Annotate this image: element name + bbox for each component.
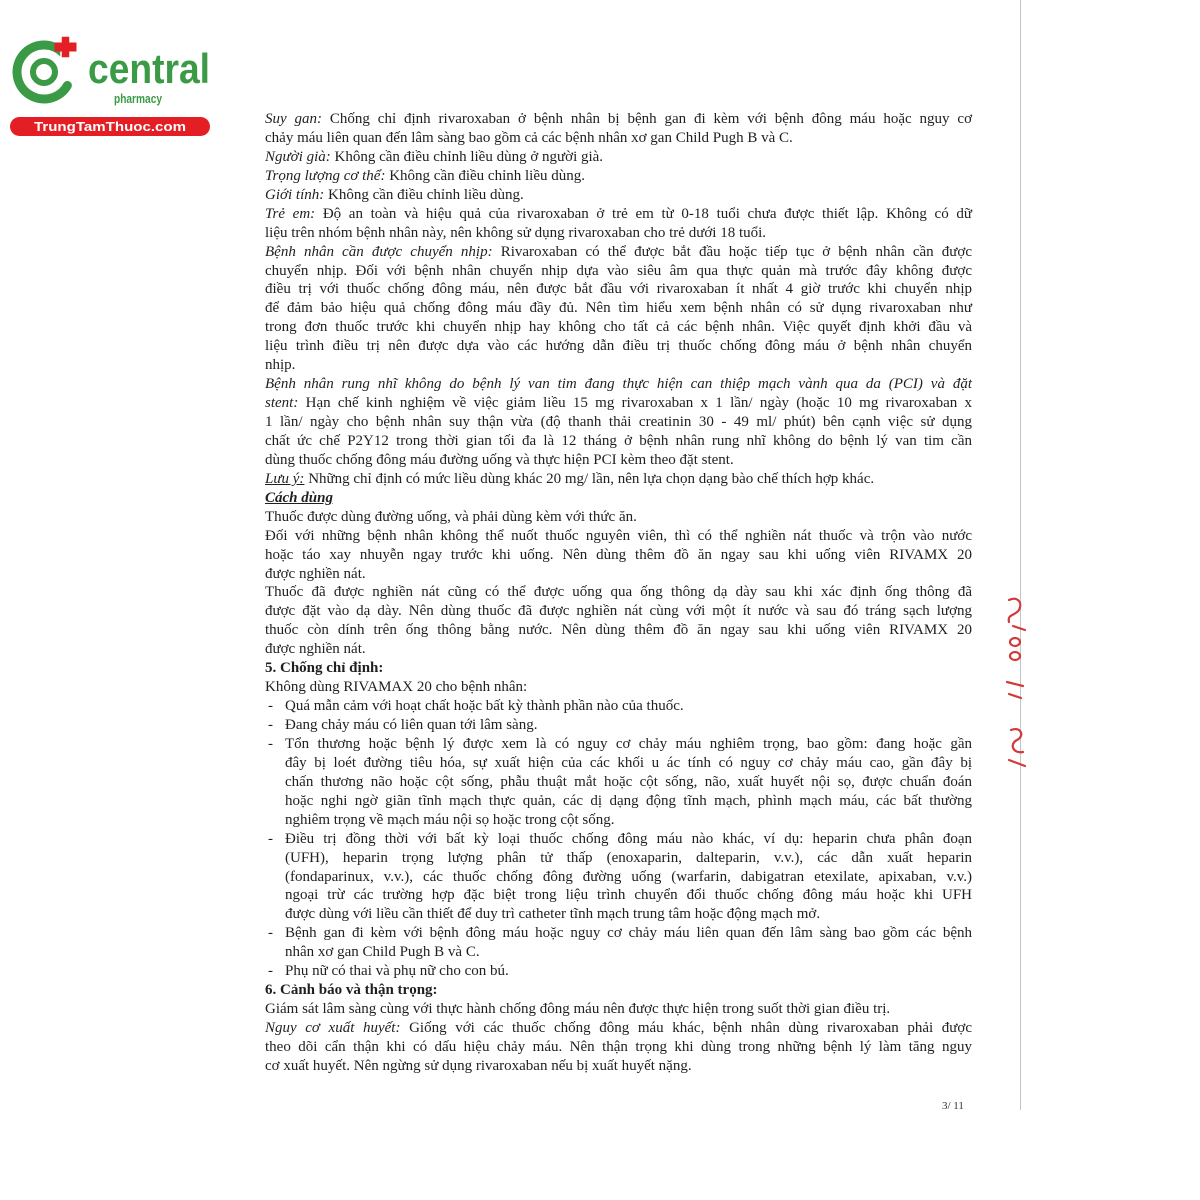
text-line	[265, 224, 972, 243]
line-text: để đảm bảo hiệu quả chống đông máu đầy đủ. Nên tìm hiểu xem bệnh nhân có sử dụng rivaroxaban như	[265, 300, 972, 317]
line-text: Bệnh gan đi kèm với bệnh đông máu hoặc nguy cơ chảy máu liên quan đến lâm sàng bao gồm các bệnh	[285, 925, 972, 942]
line-text: Điều trị đồng thời với bất kỳ loại thuốc chống đông máu nào khác, ví dụ: heparin chưa phân đoạn	[285, 830, 972, 847]
line-text: Không cần điều chỉnh liều dùng.	[389, 167, 585, 184]
bullet-dash: -	[268, 698, 273, 715]
section-heading	[265, 659, 972, 678]
line-text: (fondaparinux, v.v.), các thuốc chống đông đường uống (warfarin, dabigatran etexilate, apixaban, v.v.)	[285, 868, 972, 885]
line-text: Không dùng RIVAMAX 20 cho bệnh nhân:	[265, 679, 528, 696]
section-label: Trọng lượng cơ thể:	[265, 167, 386, 184]
text-line	[265, 432, 972, 451]
text-line	[265, 527, 972, 546]
line-text: ngoại trừ các trường hợp đặc biệt trong liệu trình chuyển đổi thuốc chống đông máu hoặc khi UFH	[285, 887, 972, 904]
line-text: Quá mẫn cảm với hoạt chất hoặc bất kỳ thành phần nào của thuốc.	[285, 698, 684, 715]
note-label: Lưu ý:	[265, 470, 305, 487]
text-line	[285, 811, 972, 830]
text-line	[265, 621, 972, 640]
text-line	[265, 299, 972, 318]
text-line	[265, 186, 972, 205]
section-label: Giới tính:	[265, 186, 325, 203]
line-text: điều trị với thuốc chống đông máu, nên được bắt đầu với rivaroxaban ít nhất 4 giờ trước khi chuyển nhịp	[265, 281, 972, 298]
list-item	[268, 962, 972, 981]
text-line	[285, 886, 972, 905]
line-text: chảy máu liên quan đến lâm sàng bao gồm cả các bệnh nhân xơ gan Child Pugh B và C.	[265, 129, 793, 146]
heading-text: 5. Chống chỉ định:	[265, 660, 384, 677]
line-text: nhân xơ gan Child Pugh B và C.	[285, 944, 480, 961]
line-text: Những chỉ định có mức liều dùng khác 20 mg/ lần, nên lựa chọn dạng bào chế thích hợp khác.	[308, 470, 875, 487]
line-text: được nghiền nát.	[265, 641, 366, 658]
text-line	[265, 1000, 972, 1019]
text-line	[265, 318, 972, 337]
text-line	[265, 337, 972, 356]
text-line	[265, 167, 972, 186]
red-stamp-fragment	[995, 590, 1035, 780]
section-label: Bệnh nhân cần được chuyển nhịp:	[265, 243, 493, 260]
text-line	[265, 413, 972, 432]
line-text: Giám sát lâm sàng cùng với thực hành chống đông máu nên được thực hiện trong suốt thời gian điều trị.	[265, 1001, 891, 1018]
line-text: Rivaroxaban có thể được bắt đầu hoặc tiếp tục ở bệnh nhân cần được	[500, 243, 972, 260]
line-text: chấn thương não hoặc cột sống, phẫu thuật mắt hoặc cột sống, não, xuất huyết nội sọ, được chuẩn đoán	[285, 773, 972, 790]
text-line	[265, 602, 972, 621]
line-text: Giống với các thuốc chống đông máu khác, bệnh nhân dùng rivaroxaban phải được	[409, 1020, 973, 1036]
subsection-heading: Cách dùng	[265, 489, 333, 506]
list-item	[268, 830, 972, 849]
line-text: Độ an toàn và hiệu quả của rivaroxaban ở trẻ em từ 0-18 tuổi chưa được thiết lập. Không có dữ	[322, 205, 972, 222]
text-line	[265, 546, 972, 565]
bullet-dash: -	[268, 717, 273, 733]
line-text: Không cần điều chỉnh liều dùng.	[328, 186, 524, 203]
text-line	[285, 868, 972, 887]
text-line	[265, 678, 972, 697]
line-text: dùng thuốc chống đông máu đường uống và thực hiện PCI kèm theo đặt stent.	[265, 451, 734, 468]
text-line	[265, 243, 972, 262]
line-text: trong đơn thuốc trước khi chuyển nhịp hay không cho tất cả các bệnh nhân. Việc quyết định khởi đầu và	[265, 319, 972, 336]
logo-tagline-text: pharmacy	[114, 91, 163, 106]
line-text: được dùng với liều cần thiết để duy trì catheter tĩnh mạch trung tâm hoặc động mạch mở.	[285, 906, 821, 923]
line-text: Phụ nữ có thai và phụ nữ cho con bú.	[285, 963, 509, 980]
line-text: liệu trình điều trị nên được dựa vào các hướng dẫn điều trị thuốc chống đông máu ở bệnh nhân chuyển	[265, 338, 972, 355]
line-text: hoặc táo xay nhuyễn ngay trước khi uống. Nên dùng thêm đồ ăn ngay sau khi uống viên RIVAMX 20	[265, 546, 972, 563]
text-line	[265, 129, 972, 148]
text-line	[265, 110, 972, 129]
line-text: nghiêm trọng về mạch máu nội sọ hoặc trong cột sống.	[285, 811, 615, 828]
logo-website-text: TrungTamThuoc.com	[34, 119, 186, 134]
text-line	[285, 792, 972, 811]
text-line	[265, 1057, 972, 1076]
line-text: Đang chảy máu có liên quan tới lâm sàng.	[285, 717, 538, 733]
list-item	[268, 697, 972, 716]
text-line	[285, 773, 972, 792]
list-item	[268, 716, 972, 735]
line-text: Thuốc được dùng đường uống, và phải dùng kèm với thức ăn.	[265, 508, 637, 525]
heading-text: 6. Cảnh báo và thận trọng:	[265, 982, 438, 999]
section-label: Trẻ em:	[265, 205, 316, 222]
text-line	[265, 375, 972, 394]
line-text: Đối với những bệnh nhân không thể nuốt thuốc nguyên viên, thì có thể nghiền nát thuốc và trộn vào nước	[265, 527, 972, 544]
line-text: đây bị loét đường tiêu hóa, sự xuất hiện của các khối u ác tính có nguy cơ chảy máu cao, gần đây bị	[285, 754, 972, 771]
line-text: Không cần điều chỉnh liều dùng ở người già.	[334, 148, 604, 165]
logo-brand-text: central	[88, 45, 210, 92]
line-text: cơ xuất huyết. Nên ngừng sử dụng rivaroxaban nếu bị xuất huyết nặng.	[265, 1057, 692, 1074]
text-line	[265, 470, 972, 489]
section-label: Suy gan:	[265, 111, 323, 127]
text-line	[265, 148, 972, 167]
text-line	[265, 508, 972, 527]
text-line	[265, 451, 972, 470]
line-text: (UFH), heparin trọng lượng phân tử thấp (enoxaparin, dalteparin, v.v.), các dẫn xuất heparin	[285, 849, 972, 866]
line-text: chất ức chế P2Y12 trong thời gian tối đa là 12 tháng ở bệnh nhân rung nhĩ không do bệnh lý van tim cần	[265, 432, 972, 449]
line-text: Thuốc đã được nghiền nát cũng có thể được uống qua ống thông dạ dày sau khi xác định ống thông đã	[265, 584, 972, 601]
section-label: Bệnh nhân rung nhĩ không do bệnh lý van tim đang thực hiện can thiệp mạch vành qua da (PCI) và đặt	[265, 376, 972, 393]
scan-page-edge	[1020, 0, 1021, 1110]
line-text: thuốc còn dính trên ống thông bằng nước. Nên dùng thêm đồ ăn ngay sau khi uống viên RIVAMX 20	[265, 622, 972, 639]
line-text: liệu trên nhóm bệnh nhân này, nên không sử dụng rivaroxaban cho trẻ dưới 18 tuổi.	[265, 224, 767, 241]
text-line	[265, 640, 972, 659]
line-text: được đặt vào dạ dày. Nên dùng thuốc đã được nghiền nát cùng với một ít nước và sau đó tráng sạch lượng	[265, 603, 972, 620]
text-line	[265, 1038, 972, 1057]
text-line	[285, 943, 972, 962]
section-label: Nguy cơ xuất huyết:	[265, 1020, 401, 1036]
logo-mark-icon	[17, 36, 76, 99]
bullet-dash: -	[268, 925, 273, 942]
document-body	[265, 110, 972, 1076]
line-text: được nghiền nát.	[265, 565, 366, 582]
section-label: stent:	[265, 395, 299, 412]
line-text: Hạn chế kinh nghiệm về việc giảm liều 15 mg rivaroxaban x 1 lần/ ngày (hoặc 10 mg rivaroxaban x	[305, 395, 972, 412]
text-line	[265, 262, 972, 281]
bullet-dash: -	[268, 735, 273, 752]
line-text: nhịp.	[265, 357, 296, 374]
text-line	[265, 280, 972, 299]
text-line	[265, 489, 972, 508]
text-line	[285, 905, 972, 924]
text-line	[285, 849, 972, 868]
line-text: theo dõi cẩn thận khi có dấu hiệu chảy máu. Nên thận trọng khi dùng trong những bệnh lý làm tăng nguy	[265, 1038, 972, 1055]
text-line	[265, 1019, 972, 1038]
central-pharmacy-logo	[0, 0, 220, 145]
page-number: 3/ 11	[942, 1100, 964, 1112]
line-text: Chống chỉ định rivaroxaban ở bệnh nhân bị bệnh gan đi kèm với bệnh đông máu hoặc nguy cơ	[329, 111, 972, 127]
text-line	[285, 754, 972, 773]
text-line	[265, 356, 972, 375]
line-text: Tổn thương hoặc bệnh lý được xem là có nguy cơ chảy máu nghiêm trọng, bao gồm: đang hoặc gần	[285, 735, 972, 752]
line-text: 1 lần/ ngày cho bệnh nhân suy thận vừa (độ thanh thải creatinin 30 - 49 ml/ phút) bên cạnh việc sử dụng	[265, 414, 972, 430]
bullet-dash: -	[268, 830, 273, 847]
section-label: Người già:	[265, 148, 331, 165]
text-line	[265, 583, 972, 602]
line-text: chuyển nhịp. Đối với bệnh nhân chuyển nhịp dựa vào siêu âm qua thực quản mà trước đây không được	[265, 262, 972, 279]
list-item	[268, 735, 972, 754]
text-line	[265, 205, 972, 224]
line-text: hoặc nghi ngờ giãn tĩnh mạch thực quản, các dị dạng động tĩnh mạch, phình mạch máu, các bất thường	[285, 792, 972, 809]
section-heading	[265, 981, 972, 1000]
text-line	[265, 394, 972, 413]
bullet-dash: -	[268, 963, 273, 980]
list-item	[268, 924, 972, 943]
text-line	[265, 565, 972, 584]
